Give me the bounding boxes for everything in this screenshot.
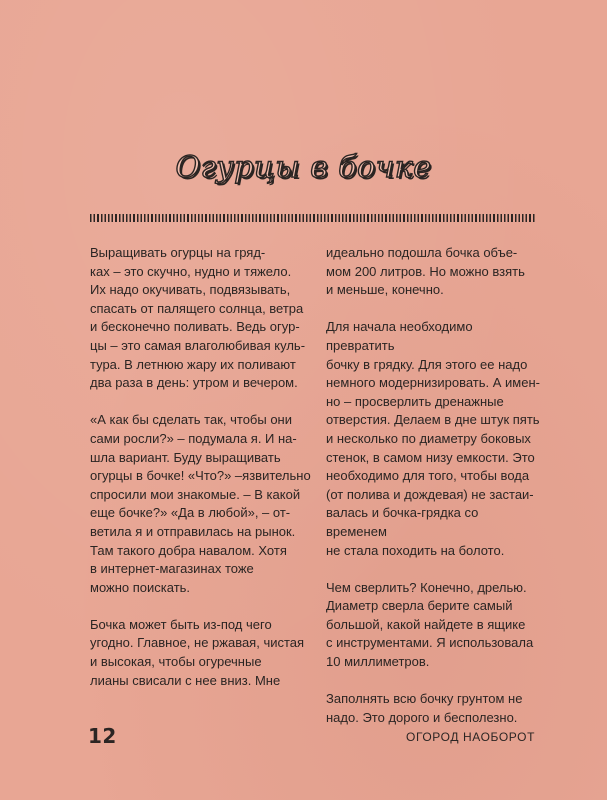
page-number: 12 <box>88 724 117 748</box>
paragraph: Бочка может быть из-под чего угодно. Главное, не ржавая, чистая и высокая, чтобы огуречные лианы свисали с нее вниз. Мне <box>90 616 305 688</box>
page-title: Огурцы в бочке <box>175 150 432 185</box>
paragraph: идеально подошла бочка объе- мом 200 литров. Но можно взять и меньше, конечно. <box>326 245 525 298</box>
paragraph: Чем сверлить? Конечно, дрелью. Диаметр сверла берите самый большой, какой найдете в ящике с инструментами. Я использовала 10 миллиметров. <box>326 579 534 670</box>
paragraph: Выращивать огурцы на гряд- ках – это скучно, нудно и тяжело. Их надо окучивать, подвязывать, спасать от палящего солнца, ветра и бесконечно поливать. Ведь огур- цы – это самая влаголюбивая куль- тура. В летнюю жару их поливают два раза в день: утром и вечером. <box>90 245 306 391</box>
running-footer-title: ОГОРОД НАОБОРОТ <box>406 730 535 744</box>
right-column <box>326 244 541 746</box>
left-column <box>90 244 315 709</box>
paragraph: Заполнять всю бочку грунтом не надо. Это дорого и бесполезно. <box>326 691 523 725</box>
paragraph: «А как бы сделать так, чтобы они сами росли?» – подумала я. И на- шла вариант. Буду выращивать огурцы в бочке! «Что?» –язвительно спросили мои знакомые. – В какой еще бочке?» «Да в любой», – от- ветила я и отправилась на рынок. Там такого добра навалом. Хотя в интернет-магазинах тоже можно поискать. <box>90 412 311 595</box>
paragraph: Для начала необходимо превратить бочку в грядку. Для этого ее надо немного модернизировать. А имен- но – просверлить дренажные отверстия. Делаем в дне штук пять и несколько по диаметру боковых стенок, в самом низу емкости. Это необходимо для того, чтобы вода (от полива и дождевая) не застаи- валась и бочка-грядка со временем не стала походить на болото. <box>326 319 540 558</box>
decorative-divider <box>90 214 535 222</box>
